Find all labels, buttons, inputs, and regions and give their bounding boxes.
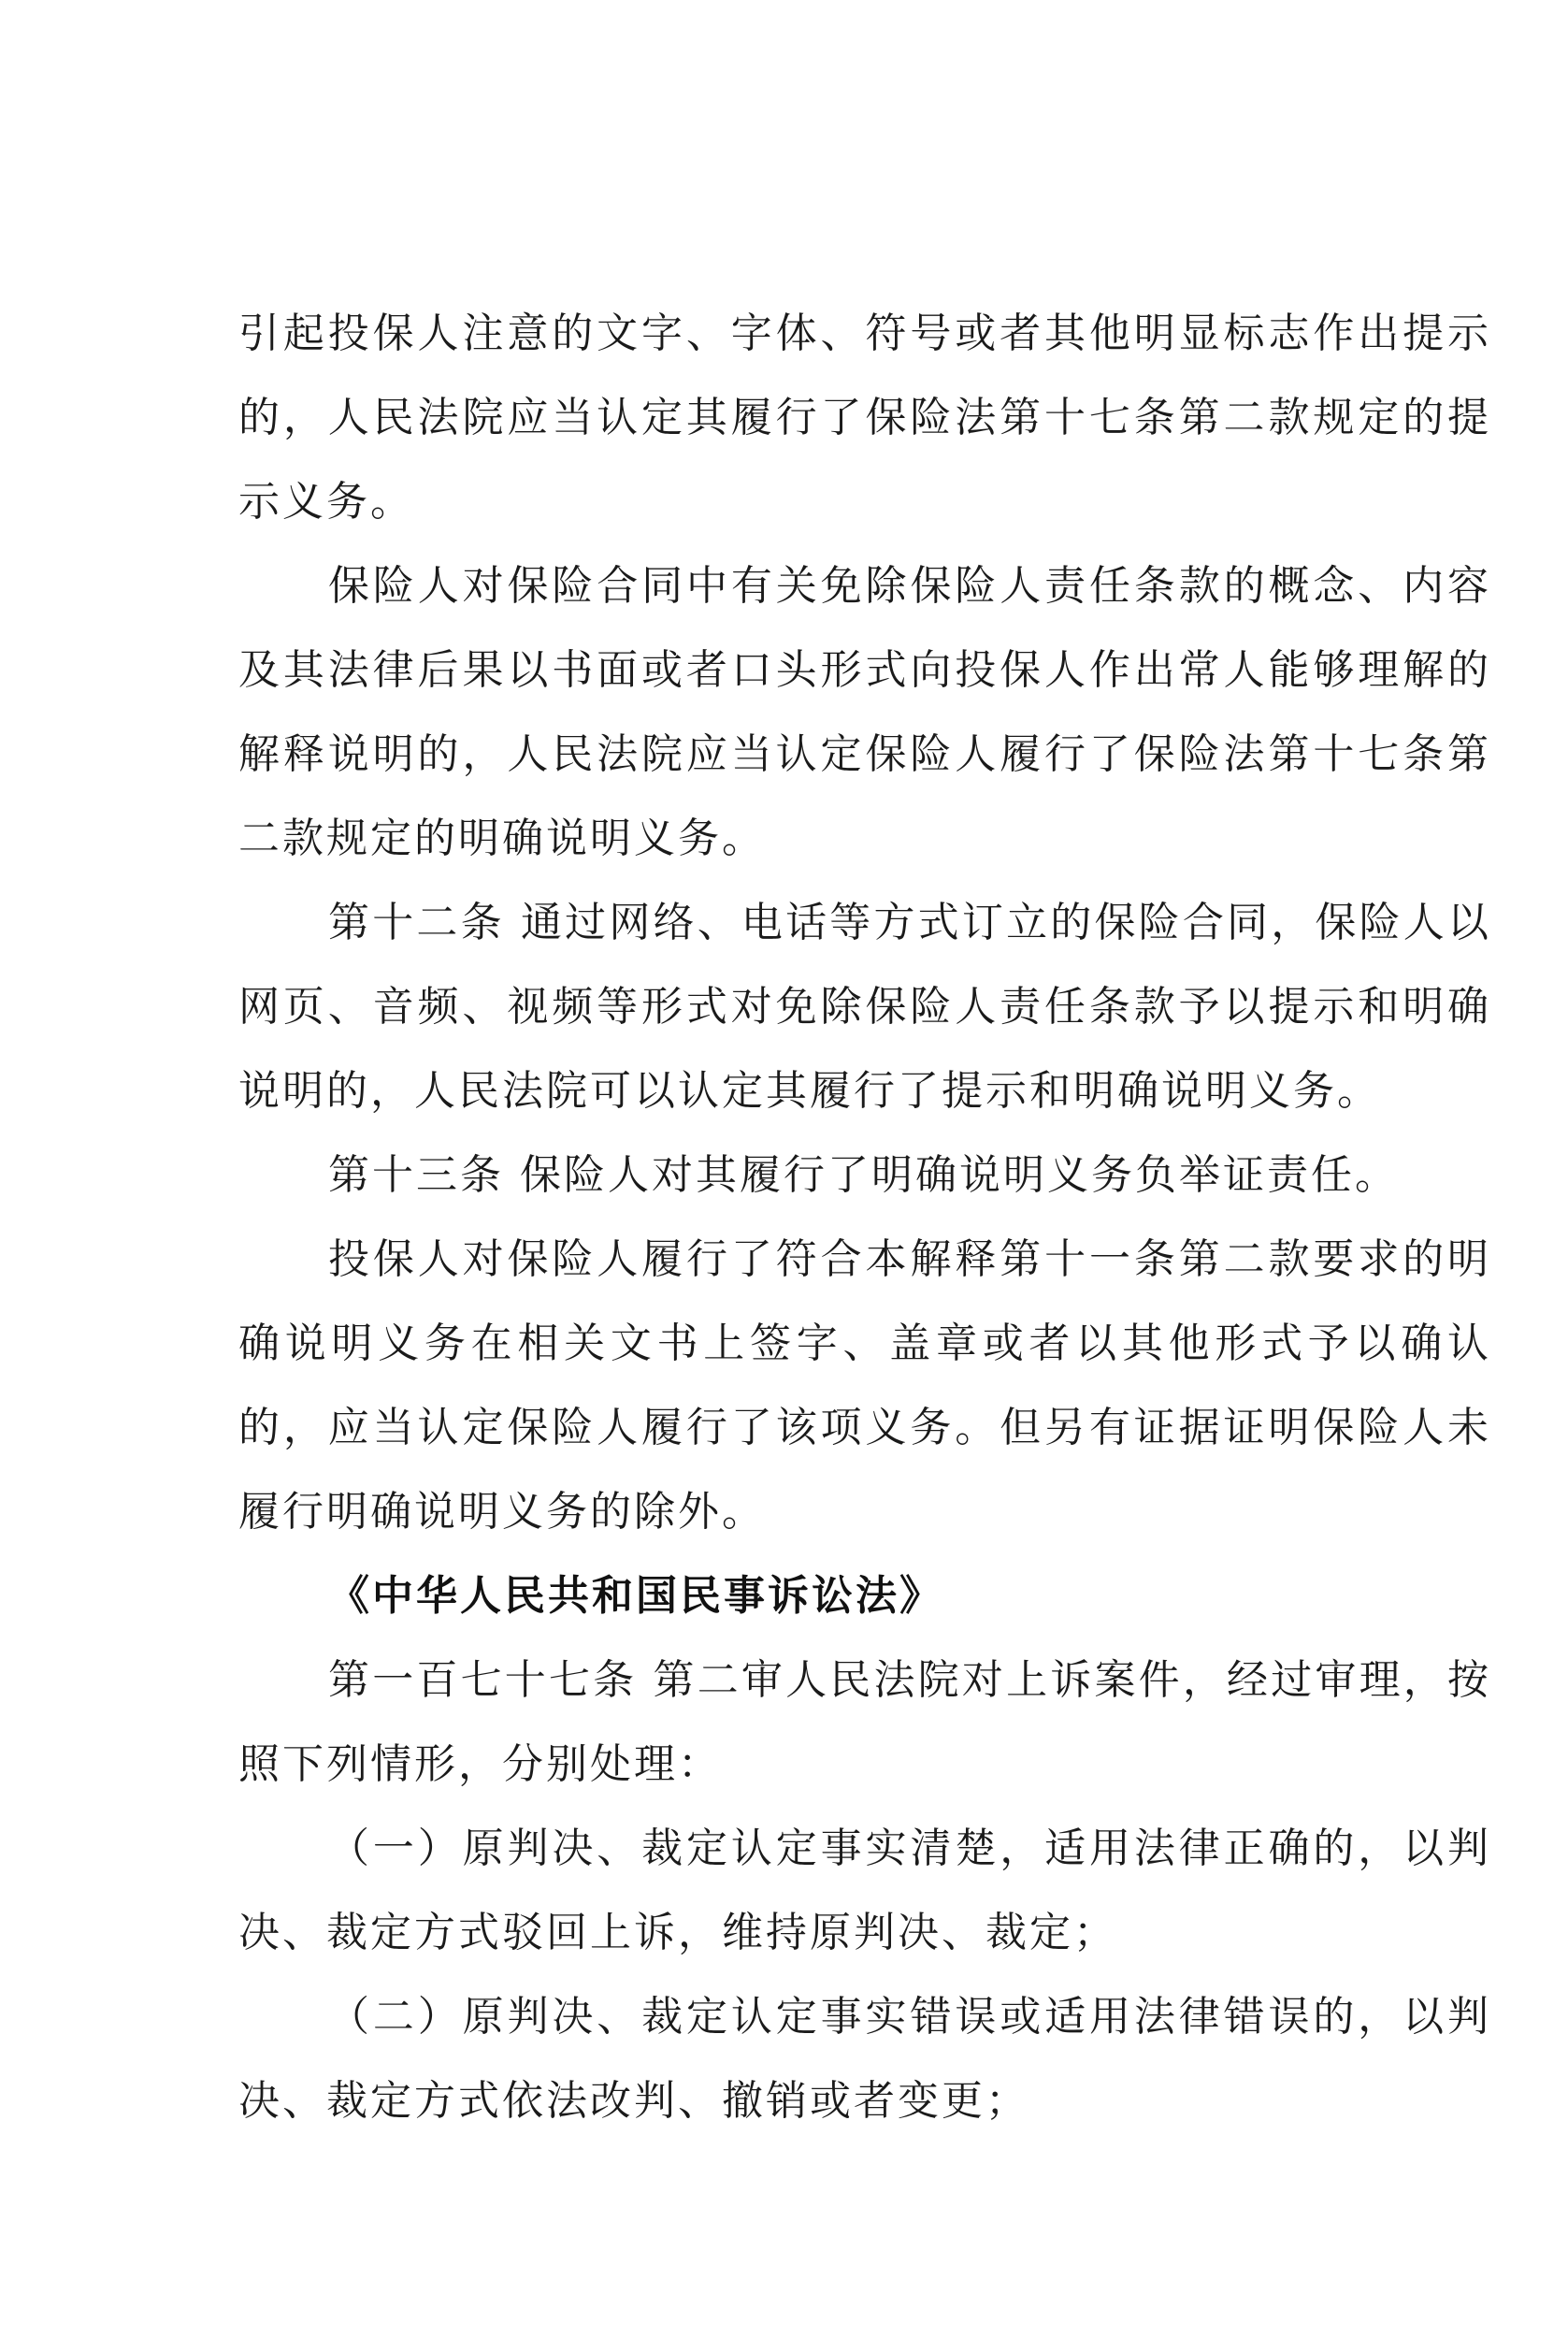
paragraph-item-1: （一）原判决、裁定认定事实清楚，适用法律正确的，以判决、裁定方式驳回上诉，维持原判决、裁定； bbox=[238, 1825, 1491, 1956]
paragraph-continuation: 引起投保人注意的文字、字体、符号或者其他明显标志作出提示的，人民法院应当认定其履行了保险法第十七条第二款规定的提示义务。 bbox=[238, 310, 1491, 526]
paragraph-article-12: 第十二条 通过网络、电话等方式订立的保险合同，保险人以网页、音频、视频等形式对免除保险人责任条款予以提示和明确说明的，人民法院可以认定其履行了提示和明确说明义务。 bbox=[238, 899, 1491, 1115]
paragraph-explanation-duty: 保险人对保险合同中有关免除保险人责任条款的概念、内容及其法律后果以书面或者口头形式向投保人作出常人能够理解的解释说明的，人民法院应当认定保险人履行了保险法第十七条第二款规定的明确说明义务。 bbox=[238, 562, 1491, 862]
law-heading: 《中华人民共和国民事诉讼法》 bbox=[328, 1572, 943, 1620]
paragraph-article-177: 第一百七十七条 第二审人民法院对上诉案件，经过审理，按照下列情形，分别处理： bbox=[238, 1656, 1491, 1788]
paragraph-article-13: 第十三条 保险人对其履行了明确说明义务负举证责任。 bbox=[328, 1151, 1399, 1199]
paragraph-confirmation: 投保人对保险人履行了符合本解释第十一条第二款要求的明确说明义务在相关文书上签字、盖章或者以其他形式予以确认的，应当认定保险人履行了该项义务。但另有证据证明保险人未履行明确说明义务的除外。 bbox=[238, 1235, 1491, 1536]
paragraph-item-2: （二）原判决、裁定认定事实错误或适用法律错误的，以判决、裁定方式依法改判、撤销或者变更； bbox=[238, 1993, 1491, 2125]
